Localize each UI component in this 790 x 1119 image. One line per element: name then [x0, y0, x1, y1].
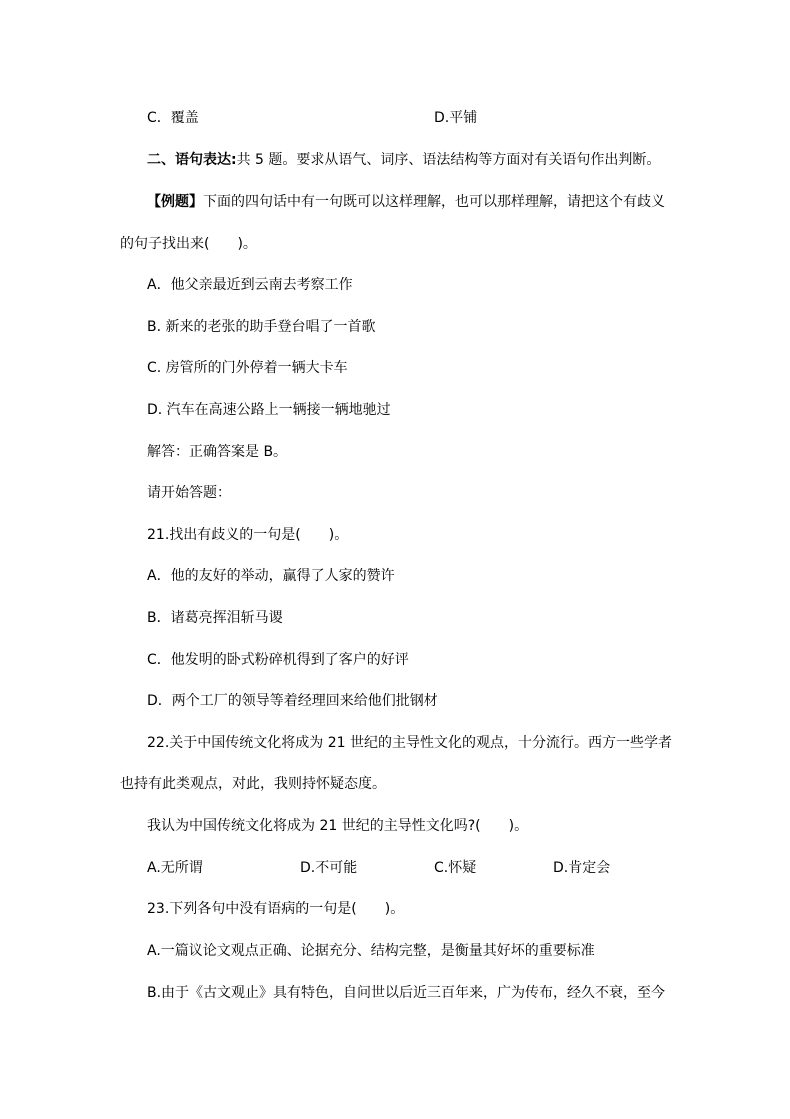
example-tag: 【例题】: [147, 194, 203, 210]
q21-option-d: D．两个工厂的领导等着经理回来给他们批钢材: [147, 693, 438, 709]
q21-option-a: A．他的友好的举动，赢得了人家的赞许: [147, 568, 395, 584]
q22-option-b: D.不可能: [300, 860, 358, 876]
example-option-d: D. 汽车在高速公路上一辆接一辆地驰过: [147, 402, 391, 418]
example-text-1: 下面的四句话中有一句既可以这样理解，也可以那样理解，请把这个有歧义: [203, 194, 665, 210]
q22-option-c: C.怀疑: [434, 860, 477, 876]
prev-option-d: D.平铺: [434, 110, 478, 126]
example-option-b: B. 新来的老张的助手登台唱了一首歌: [147, 319, 376, 335]
q22-option-a: A.无所谓: [147, 860, 203, 876]
q23-option-b: B.由于《古文观止》具有特色，自问世以后近三百年来，广为传布，经久不衰，至今: [147, 985, 666, 1001]
q21-option-c: C．他发明的卧式粉碎机得到了客户的好评: [147, 652, 409, 668]
section-description: 共 5 题。要求从语气、词序、语法结构等方面对有关语句作出判断。: [236, 152, 661, 168]
section-heading: [147, 151, 660, 169]
example-option-a: A．他父亲最近到云南去考察工作: [147, 277, 353, 293]
example-answer: 解答：正确答案是 B。: [147, 444, 288, 460]
q23-option-a: A.一篇议论文观点正确、论据充分、结构完整，是衡量其好坏的重要标准: [147, 943, 595, 959]
q22-stem-line-2: 也持有此类观点，对此，我则持怀疑态度。: [120, 776, 386, 792]
prev-option-c: C．覆盖: [147, 110, 199, 126]
q22-question: 我认为中国传统文化将成为 21 世纪的主导性文化吗?( )。: [147, 818, 529, 834]
q22-option-d: D.肯定会: [553, 860, 611, 876]
q22-stem-line-1: 22.关于中国传统文化将成为 21 世纪的主导性文化的观点，十分流行。西方一些学者: [147, 735, 672, 751]
q23-stem: 23.下列各句中没有语病的一句是( )。: [147, 901, 405, 917]
example-option-c: C. 房管所的门外停着一辆大卡车: [147, 360, 348, 376]
q21-stem: 21.找出有歧义的一句是( )。: [147, 527, 349, 543]
example-line-2: 的句子找出来( )。: [120, 236, 257, 252]
example-line-1: [147, 193, 665, 211]
q21-option-b: B．诸葛亮挥泪斩马谡: [147, 610, 283, 626]
start-prompt: 请开始答题：: [147, 485, 231, 501]
section-title: 二、语句表达:: [147, 152, 237, 168]
